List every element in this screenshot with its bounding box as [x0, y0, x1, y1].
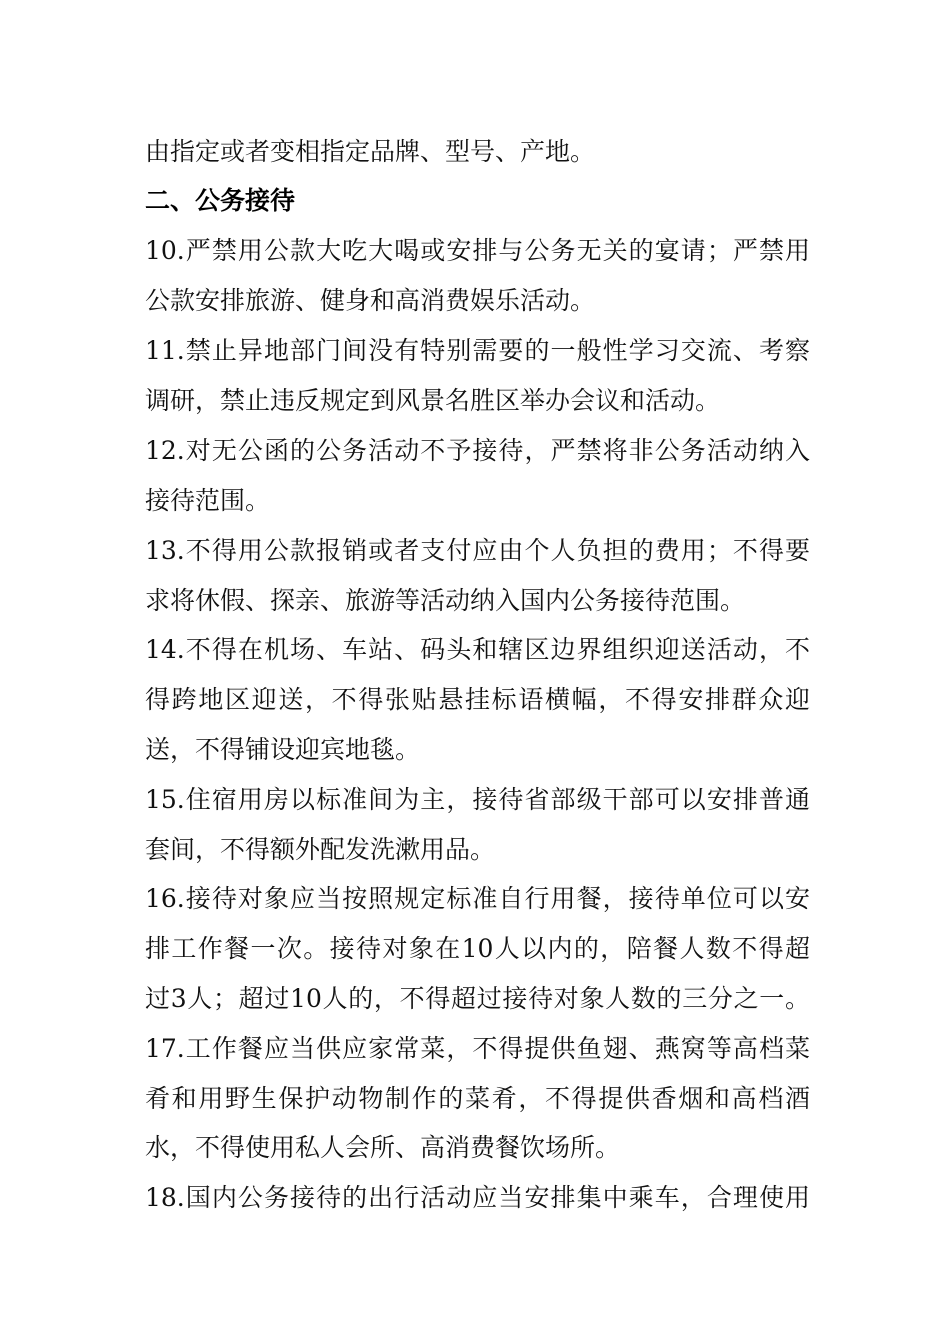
- text-line: 送，不得铺设迎宾地毯。: [145, 735, 421, 764]
- text-line: 公款安排旅游、健身和高消费娱乐活动。: [145, 286, 596, 315]
- text-line: 调研，禁止违反规定到风景名胜区举办会议和活动。: [145, 386, 721, 415]
- text-line: 12.对无公函的公务活动不予接待，严禁将非公务活动纳入: [145, 436, 810, 465]
- section-heading: 二、公务接待: [145, 186, 296, 215]
- text-line: 接待范围。: [145, 486, 271, 515]
- text-line: 14.不得在机场、车站、码头和辖区边界组织迎送活动，不: [145, 635, 810, 664]
- text-line: 10.严禁用公款大吃大喝或安排与公务无关的宴请；严禁用: [145, 236, 810, 265]
- text-line: 由指定或者变相指定品牌、型号、产地。: [145, 137, 596, 166]
- text-line: 过3人；超过10人的，不得超过接待对象人数的三分之一。: [145, 984, 810, 1013]
- text-line: 求将休假、探亲、旅游等活动纳入国内公务接待范围。: [145, 586, 746, 615]
- text-line: 套间，不得额外配发洗漱用品。: [145, 835, 496, 864]
- text-line: 11.禁止异地部门间没有特别需要的一般性学习交流、考察: [145, 336, 810, 365]
- text-line: 16.接待对象应当按照规定标准自行用餐，接待单位可以安: [145, 884, 810, 913]
- text-line: 15.住宿用房以标准间为主，接待省部级干部可以安排普通: [145, 785, 810, 814]
- text-line: 18.国内公务接待的出行活动应当安排集中乘车，合理使用: [145, 1183, 810, 1212]
- text-line: 排工作餐一次。接待对象在10人以内的，陪餐人数不得超: [145, 934, 810, 963]
- text-line: 得跨地区迎送，不得张贴悬挂标语横幅，不得安排群众迎: [145, 685, 810, 714]
- text-line: 肴和用野生保护动物制作的菜肴，不得提供香烟和高档酒: [145, 1084, 810, 1113]
- text-line: 13.不得用公款报销或者支付应由个人负担的费用；不得要: [145, 536, 810, 565]
- text-line: 17.工作餐应当供应家常菜，不得提供鱼翅、燕窝等高档菜: [145, 1034, 810, 1063]
- text-line: 水，不得使用私人会所、高消费餐饮场所。: [145, 1133, 621, 1162]
